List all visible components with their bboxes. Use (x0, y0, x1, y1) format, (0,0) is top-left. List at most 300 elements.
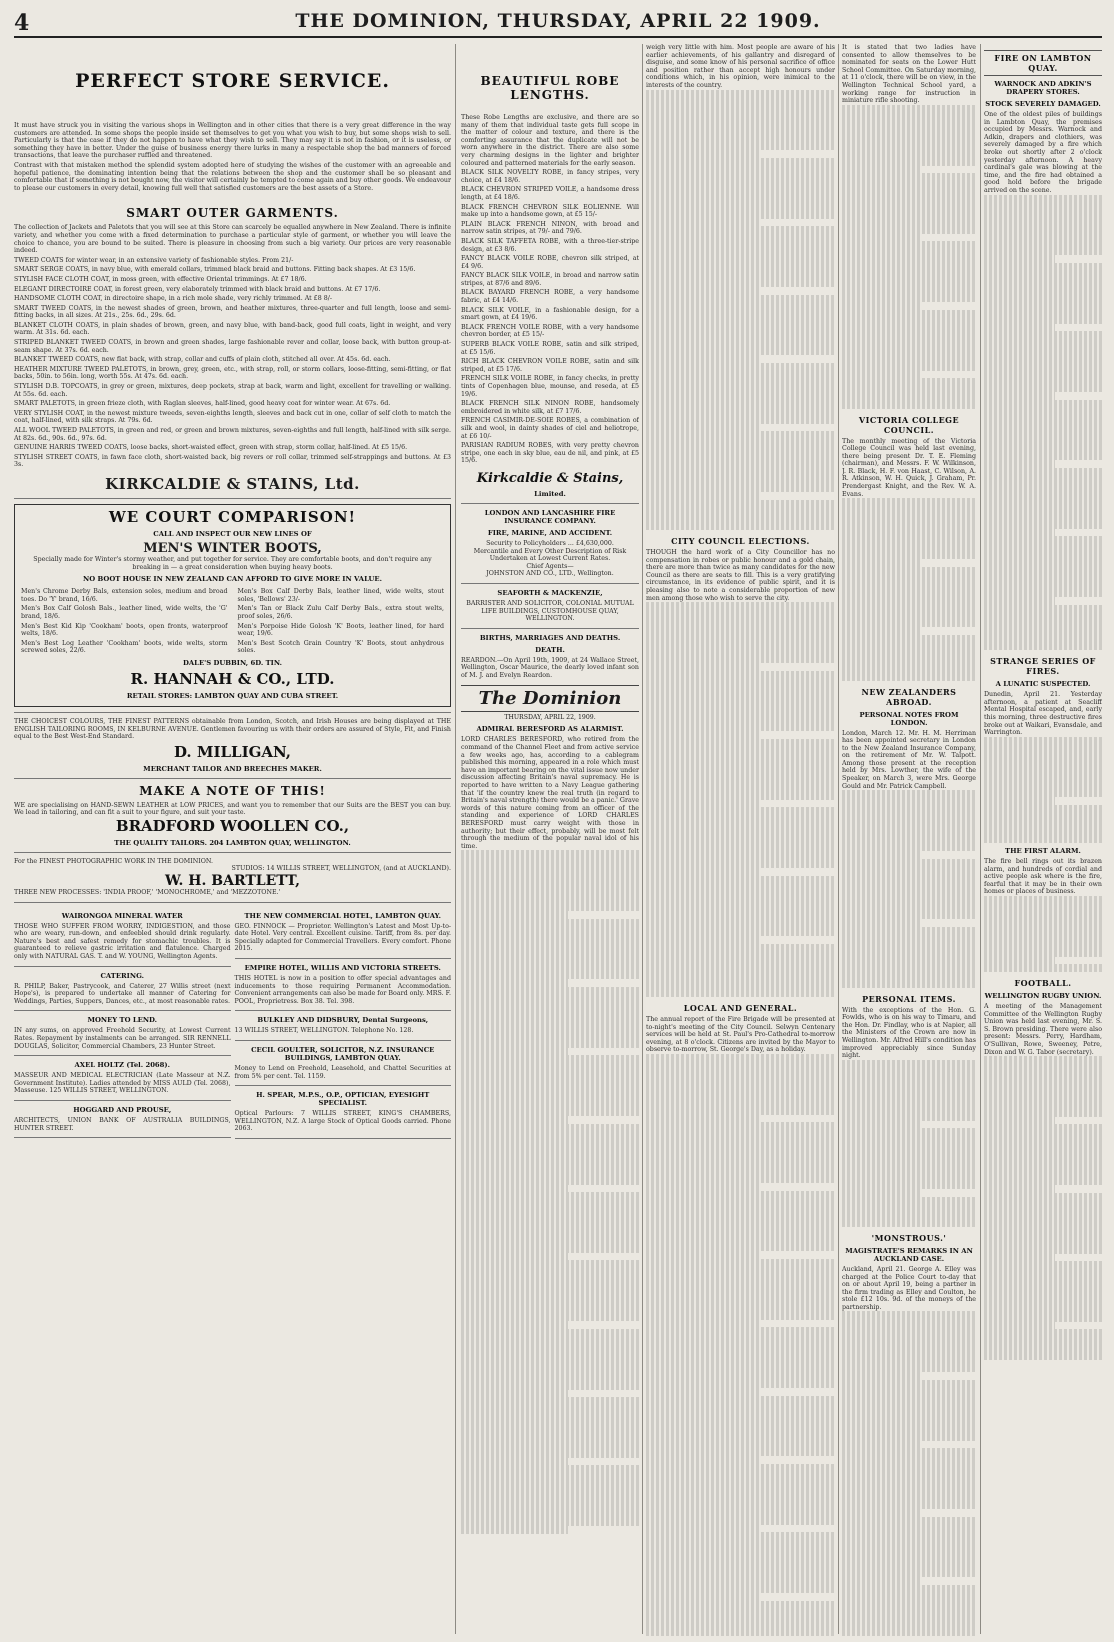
text-line (842, 1494, 976, 1502)
text-line (842, 1585, 976, 1593)
text-line (984, 354, 1102, 362)
section-subheading: MAGISTRATE'S REMARKS IN AN AUCKLAND CASE. (845, 1246, 973, 1263)
text-line (842, 927, 976, 935)
text-line (646, 898, 835, 906)
text-line (461, 964, 639, 972)
text-line (842, 1105, 976, 1113)
divider (235, 1085, 452, 1086)
text-line (646, 625, 835, 633)
text-line (842, 1204, 976, 1212)
text-continuation (842, 1311, 976, 1636)
text-line (842, 1532, 976, 1540)
advertiser-subtitle: Limited. (534, 489, 566, 498)
text-line (984, 574, 1102, 582)
text-line (646, 1472, 835, 1480)
text-line (461, 1397, 639, 1405)
text-line (461, 1222, 639, 1230)
text-continuation (984, 195, 1102, 651)
text-line (461, 942, 639, 950)
text-line (984, 835, 1102, 843)
text-line (461, 1306, 639, 1314)
text-line (646, 1441, 835, 1449)
article-text: It is stated that two ladies have consented to allow themselves to be nominated for seats on the Lower Hutt School Committee. On Saturday morning, at 11 o'clock, there will be on view, in the Wellington Technical School yard, a working range for instruction in miniature rifle shooting. (842, 44, 976, 105)
robe-item: PARISIAN RADIUM ROBES, with very pretty chevron stripe, one each in sky blue, eau de nil, and pink, at £5 15/6. (461, 442, 639, 465)
text-line (461, 1390, 568, 1398)
ad-paragraph: The collection of Jackets and Paletots that you will see at this Store can scarcely be equalled anywhere in New Zealand. There is infinite variety, and whether you come with a fixed determination to purchase a particular style of garment, or whether you will leave the choice to chance, you are bound to be suited. There is pleasure in choosing from such a big variety. Our prices are very reasonable indeed. (14, 224, 451, 255)
text-line (842, 1181, 976, 1189)
robe-item: BLACK FRENCH VOILE ROBE, with a very handsome chevron border, at £5 15/- (461, 323, 639, 339)
text-line (984, 551, 1102, 559)
text-line (461, 1435, 639, 1443)
text-line (984, 384, 1102, 392)
text-line (984, 1155, 1102, 1163)
garment-item: BLANKET TWEED COATS, new flat back, with strap, collar and cuffs of plain cloth, stitched all over. At 45s. 6d. each. (14, 356, 391, 364)
article-text: The annual report of the Fire Brigade will be presented at to-night's meeting of the City Council. Selwyn Centenary services will be held at St. Paul's Pro-Cathedral to-morrow evening, at 8 o'clock. Citizens are invited by the Mayor to observe to-morrow, St. George's Day, as a holiday. (646, 1016, 835, 1054)
text-line (646, 1153, 835, 1161)
text-line (646, 1115, 759, 1123)
ad-paragraph: THREE NEW PROCESSES: 'INDIA PROOF,' 'MONOCHROME,' and 'MEZZOTONE.' (14, 889, 281, 897)
column-rule (642, 44, 643, 1634)
text-line (646, 1327, 835, 1335)
notice-text: REARDON.—On April 19th, 1909, at 24 Wallace Street, Wellington, Oscar Maurice, the dearly loved infant son of M. J. and Evelyn Reardon. (461, 656, 639, 679)
text-line (984, 612, 1102, 620)
text-line (984, 627, 1102, 635)
garment-item: ALL WOOL TWEED PALETOTS, in green and red, or green and brown mixtures, seven-eighths and full length, half-lined with silk serge. At 82s. 6d., 90s. 6d., 97s. 6d. (14, 427, 451, 442)
garment-item: ELEGANT DIRECTOIRE COAT, in forest green, very elaborately trimmed with black braid and buttons. At £7 17/6. (14, 285, 381, 293)
text-line (842, 234, 922, 242)
text-line (461, 1063, 639, 1071)
text-line (842, 635, 976, 643)
text-line (646, 1487, 835, 1495)
garment-item: SMART SERGE COATS, in navy blue, with emerald collars, trimmed black braid and buttons. Fitting back shapes. At £3 15/6. (14, 266, 416, 274)
text-line (842, 1554, 976, 1562)
text-line (842, 1075, 976, 1083)
text-line (646, 264, 835, 272)
text-line (461, 1374, 639, 1382)
text-continuation (646, 602, 835, 997)
section-heading-victoria: VICTORIA COLLEGE COUNCIL. (858, 414, 960, 435)
text-line (842, 1357, 976, 1365)
text-line (461, 1428, 639, 1436)
text-line (984, 513, 1102, 521)
text-line (646, 196, 835, 204)
text-line (646, 807, 835, 815)
text-line (984, 346, 1102, 354)
text-line (646, 363, 835, 371)
text-line (646, 1403, 835, 1411)
text-line (646, 974, 835, 982)
text-line (646, 317, 835, 325)
ad-paragraph: For the FINEST PHOTOGRAPHIC WORK IN THE DOMINION. (14, 857, 214, 865)
text-line (461, 1124, 639, 1132)
text-line (646, 815, 835, 823)
text-line (646, 340, 835, 348)
ad-address: RETAIL STORES: LAMBTON QUAY AND CUBA STREET. (126, 691, 339, 700)
advertiser-name: D. MILLIGAN, (173, 742, 292, 761)
text-line (461, 1230, 639, 1238)
text-line (842, 673, 976, 681)
text-line (646, 800, 759, 808)
text-line (646, 1601, 835, 1609)
text-line (984, 919, 1102, 927)
text-line (646, 90, 835, 98)
text-line (842, 650, 976, 658)
text-line (461, 1162, 639, 1170)
text-line (646, 1365, 835, 1373)
divider (14, 966, 231, 967)
text-line (842, 912, 976, 920)
text-line (984, 544, 1102, 552)
text-line (984, 1345, 1102, 1353)
ad-subheading: DALE'S DUBBIN, 6D. TIN. (183, 658, 282, 667)
text-line (646, 1191, 835, 1199)
text-line (461, 972, 639, 980)
text-line (461, 1344, 639, 1352)
page-number: 4 (14, 10, 30, 36)
text-line (461, 904, 639, 912)
text-line (984, 316, 1102, 324)
ad-paragraph: Chief Agents— (526, 562, 574, 570)
text-line (842, 135, 976, 143)
text-line (646, 1631, 835, 1636)
text-line (646, 97, 835, 105)
text-line (984, 1307, 1102, 1315)
text-line (842, 665, 976, 673)
text-line (646, 431, 835, 439)
text-line (842, 851, 922, 859)
text-line (646, 1350, 835, 1358)
text-line (646, 1479, 835, 1487)
text-line (984, 1238, 1102, 1246)
text-line (842, 393, 976, 401)
text-line (842, 241, 976, 249)
text-line (842, 264, 976, 272)
text-line (984, 1216, 1102, 1224)
section-heading-monstrous: 'MONSTROUS.' (871, 1232, 947, 1243)
robe-item: BLACK SILK NOVELTY ROBE, in fancy stripes, very choice, at £4 18/6. (461, 169, 639, 184)
text-line (646, 1517, 835, 1525)
text-line (461, 1473, 639, 1481)
text-line (646, 708, 835, 716)
text-line (646, 1236, 835, 1244)
text-line (984, 1124, 1102, 1132)
text-line (646, 143, 835, 151)
text-line (646, 105, 835, 113)
text-line (984, 1269, 1102, 1277)
section-heading-personal: PERSONAL ITEMS. (862, 993, 956, 1004)
text-line (984, 635, 1102, 643)
text-line (842, 1387, 976, 1395)
text-line (646, 500, 835, 508)
text-line (842, 310, 976, 318)
text-line (842, 1319, 976, 1327)
advertiser-name: Kirkcaldie & Stains, (476, 470, 624, 486)
text-line (646, 1388, 759, 1396)
text-line (461, 1131, 639, 1139)
text-line (842, 340, 976, 348)
text-line (842, 363, 976, 371)
divider (14, 1100, 231, 1101)
boot-item: Men's Box Calf Derby Bals, leather lined, wide welts, stout soles, 'Bellows' 23/- (237, 588, 444, 603)
text-line (842, 1570, 976, 1578)
text-line (842, 1501, 976, 1509)
small-advertisement (14, 1106, 231, 1138)
text-line (461, 1519, 639, 1527)
text-line (842, 1380, 976, 1388)
section-heading-fire: FIRE ON LAMBTON QUAY. (984, 50, 1102, 76)
text-line (461, 1238, 639, 1246)
text-line (646, 507, 835, 515)
text-line (646, 853, 835, 861)
text-line (461, 1405, 639, 1413)
text-line (842, 843, 976, 851)
text-line (984, 1056, 1102, 1064)
text-line (646, 1289, 835, 1297)
text-line (984, 964, 1102, 972)
text-line (646, 1358, 835, 1366)
text-line (984, 331, 1102, 339)
garment-item: VERY STYLISH COAT, in the newest mixture tweeds, seven-eighths length, sleeves and back cut in one, collar of self cloth to match the coat, half-lined, with silk straps. At 79s. 6d. (14, 409, 451, 425)
text-line (461, 1298, 639, 1306)
small-advertisement (235, 1016, 452, 1041)
text-line (842, 935, 976, 943)
text-line (842, 219, 976, 227)
text-line (842, 1219, 976, 1227)
text-line (842, 1471, 976, 1479)
section-heading-football: FOOTBALL. (1014, 977, 1072, 988)
text-line (461, 926, 639, 934)
small-ad-body: Money to Lend on Freehold, Leasehold, and Chattel Securities at from 5% per cent. Tel. 1159. (234, 1065, 451, 1080)
text-line (842, 965, 976, 973)
text-line (646, 1100, 835, 1108)
text-line (461, 1321, 568, 1329)
small-ad-title: MONEY TO LEND. (87, 1016, 158, 1025)
ad-heading-winter-boots: MEN'S WINTER BOOTS, (143, 540, 322, 556)
text-line (646, 1069, 835, 1077)
text-line (984, 324, 1055, 332)
text-line (646, 1267, 835, 1275)
text-line (646, 746, 835, 754)
text-line (461, 1010, 639, 1018)
text-line (984, 1064, 1102, 1072)
text-line (984, 1071, 1102, 1079)
robe-item: FANCY BLACK VOILE ROBE, chevron silk striped, at £4 9/6. (461, 255, 639, 270)
section-subheading: A LUNATIC SUSPECTED. (995, 680, 1091, 689)
text-line (646, 989, 835, 997)
text-line (646, 378, 835, 386)
text-line (842, 973, 976, 981)
text-line (646, 203, 835, 211)
text-line (646, 1160, 835, 1168)
text-line (842, 544, 976, 552)
text-line (646, 640, 835, 648)
text-line (646, 830, 835, 838)
text-line (984, 1352, 1102, 1360)
text-line (984, 1208, 1102, 1216)
text-line (646, 944, 835, 952)
text-line (646, 166, 835, 174)
text-line (646, 477, 835, 485)
ad-paragraph: THE CHOICEST COLOURS, THE FINEST PATTERNS obtainable from London, Scotch, and Irish Houses are being displayed at THE ENGLISH TAILORING ROOMS, IN KELBURNE AVENUE. Gentlemen favouring us with their orders are assured of Style, Fit, and Finish equal to the Best West-End Standard. (14, 717, 451, 741)
text-line (646, 1229, 835, 1237)
text-line (842, 181, 976, 189)
text-line (842, 287, 976, 295)
small-ad-title: H. SPEAR, M.P.S., O.P., OPTICIAN, EYESIGHT SPECIALIST. (256, 1091, 430, 1108)
text-line (646, 1062, 835, 1070)
text-line (461, 850, 639, 858)
text-line (646, 602, 835, 610)
text-line (842, 1562, 976, 1570)
ad-paragraph: JOHNSTON AND CO., LTD., Wellington. (486, 570, 614, 578)
editorial-text: LORD CHARLES BERESFORD, who retired from the command of the Channel Fleet and from active service a few weeks ago, has, according to a cablegram published this morning, appeared in a role which must have an important bearing on the vital issue now under discussion affecting Britain's naval supremacy. He is reported to have written to a Navy League gathering that 'if the country knew the real truth (in regard to Britain's naval strength) there would be a panic.' Grave words of this nature coming from an officer of the standing and experience of LORD CHARLES BERESFORD must carry weight with those in authority; but their effect, probably, will be most felt through the medium of the popular naval idol of his time. (461, 736, 639, 850)
divider (14, 1010, 231, 1011)
text-line (842, 513, 976, 521)
text-line (646, 1054, 835, 1062)
text-line (461, 1109, 639, 1117)
text-line (646, 484, 835, 492)
text-line (646, 302, 835, 310)
text-line (646, 1563, 835, 1571)
text-line (646, 633, 835, 641)
text-line (646, 777, 835, 785)
text-line (984, 911, 1102, 919)
text-line (984, 529, 1055, 537)
text-line (984, 737, 1102, 745)
text-line (646, 883, 835, 891)
text-line (842, 1098, 976, 1106)
news-column (984, 44, 1102, 1636)
text-line (842, 889, 976, 897)
text-line (842, 1615, 976, 1623)
text-line (646, 1130, 835, 1138)
text-line (984, 308, 1102, 316)
text-line (646, 655, 835, 663)
text-line (461, 896, 639, 904)
text-line (842, 866, 976, 874)
advertiser-name: R. HANNAH & CO., LTD. (130, 669, 335, 688)
garment-list (14, 257, 451, 469)
text-line (842, 355, 976, 363)
text-line (984, 1292, 1102, 1300)
text-line (842, 1433, 976, 1441)
text-line (842, 957, 976, 965)
text-line (646, 333, 835, 341)
text-line (646, 1464, 835, 1472)
text-line (461, 1526, 568, 1534)
text-line (842, 620, 976, 628)
text-line (984, 445, 1102, 453)
text-line (646, 1335, 835, 1343)
text-line (646, 838, 835, 846)
text-line (646, 1176, 835, 1184)
text-continuation (842, 105, 976, 409)
boot-item: Men's Best Log Leather 'Cookham' boots, wide welts, storm screwed soles, 22/6. (21, 639, 228, 655)
masthead (14, 8, 1102, 38)
text-line (646, 226, 835, 234)
text-line (842, 1327, 976, 1335)
text-line (646, 1274, 835, 1282)
text-line (984, 926, 1102, 934)
text-line (842, 919, 922, 927)
robe-item: SUPERB BLACK VOILE ROBE, satin and silk striped, at £5 15/6. (461, 341, 639, 356)
robe-item: FRENCH SILK VOILE ROBE, in fancy checks, in pretty tints of Copenhagen blue, mounse, and reseda, at £5 19/6. (461, 375, 639, 398)
text-line (646, 845, 835, 853)
garment-item: TWEED COATS for winter wear, in an extensive variety of fashionable styles. From 21/- (14, 256, 294, 264)
divider (461, 628, 639, 629)
small-ad-title: CATERING. (100, 971, 145, 980)
section-heading-first-alarm: THE FIRST ALARM. (1005, 847, 1081, 856)
text-line (646, 868, 759, 876)
text-line (646, 287, 759, 295)
text-line (984, 813, 1102, 821)
text-line (461, 1093, 639, 1101)
text-line (646, 492, 759, 500)
text-line (984, 407, 1102, 415)
text-line (646, 929, 835, 937)
text-line (461, 1215, 639, 1223)
text-line (842, 1151, 976, 1159)
text-line (984, 1231, 1102, 1239)
advertiser-name: W. H. BARTLETT, (165, 873, 300, 890)
text-line (842, 1166, 976, 1174)
boots-list-right (238, 586, 445, 655)
text-line (842, 1395, 976, 1403)
text-line (842, 279, 976, 287)
text-line (646, 439, 835, 447)
text-line (984, 506, 1102, 514)
text-line (842, 249, 976, 257)
text-line (984, 1086, 1102, 1094)
text-line (646, 522, 835, 530)
small-advertisement (235, 1091, 452, 1139)
text-line (984, 210, 1102, 218)
text-line (984, 293, 1102, 301)
text-line (842, 401, 976, 409)
text-line (461, 1101, 639, 1109)
text-line (646, 1396, 835, 1404)
text-line (646, 860, 835, 868)
small-ad-body: Optical Parlours: 7 WILLIS STREET, KING'S CHAMBERS, WELLINGTON, N.Z. A large Stock of Optical Goods carried. Phone 2063. (234, 1110, 451, 1133)
text-line (984, 415, 1102, 423)
small-ad-title: CECIL GOULTER, SOLICITOR, N.Z. INSURANCE BUILDINGS, LAMBTON QUAY. (251, 1046, 435, 1062)
garment-item: HEATHER MIXTURE TWEED PALETOTS, in brown, grey, green, etc., with strap, roll, or storm collars, loose-fitting, semi-fitting, or flat backs, 50in. to 56in. long, worth 55s. At 47s. 6d. each. (14, 365, 451, 381)
text-continuation (646, 90, 835, 530)
text-line (984, 597, 1055, 605)
text-line (984, 1079, 1102, 1087)
text-line (646, 409, 835, 417)
text-line (646, 1168, 835, 1176)
text-line (646, 724, 835, 732)
text-line (842, 790, 976, 798)
text-line (984, 240, 1102, 248)
text-line (461, 1055, 639, 1063)
ad-paragraph: Contrast with that mistaken method the splendid system adopted here of studying the wishes of the customer with an agreeable and hopeful patience, the dominating intention being that the relations between the shop and the customer shall be so pleasant and comfortable that if something is not bought now, the visitor will certainly be tempted to come again and buy other goods. We endeavour to please our customers in every detail, knowing full well that satisfied customers are the best assets of a Store. (14, 161, 451, 192)
text-line (646, 112, 835, 120)
text-line (842, 333, 976, 341)
ad-paragraph: Security to Policyholders ... £4,630,000. (486, 539, 614, 547)
text-line (842, 1600, 976, 1608)
text-continuation (842, 1060, 976, 1227)
text-line (646, 1426, 835, 1434)
small-ad-body: GEO. FINNOCK — Proprietor. Wellington's Latest and Most Up-to-date Hotel. Very central. Excellent cuisine. Tariff, from 8s. per day. Specially adapted for Commercial Travellers. Every comfort. Phone 2015. (234, 922, 451, 953)
text-line (461, 1078, 639, 1086)
robe-item: FANCY BLACK SILK VOILE, in broad and narrow satin stripes, at 87/6 and 89/6. (461, 272, 639, 287)
text-line (646, 181, 835, 189)
text-line (646, 1502, 835, 1510)
text-line (984, 1337, 1102, 1345)
text-line (842, 1143, 976, 1151)
text-line (646, 1608, 835, 1616)
